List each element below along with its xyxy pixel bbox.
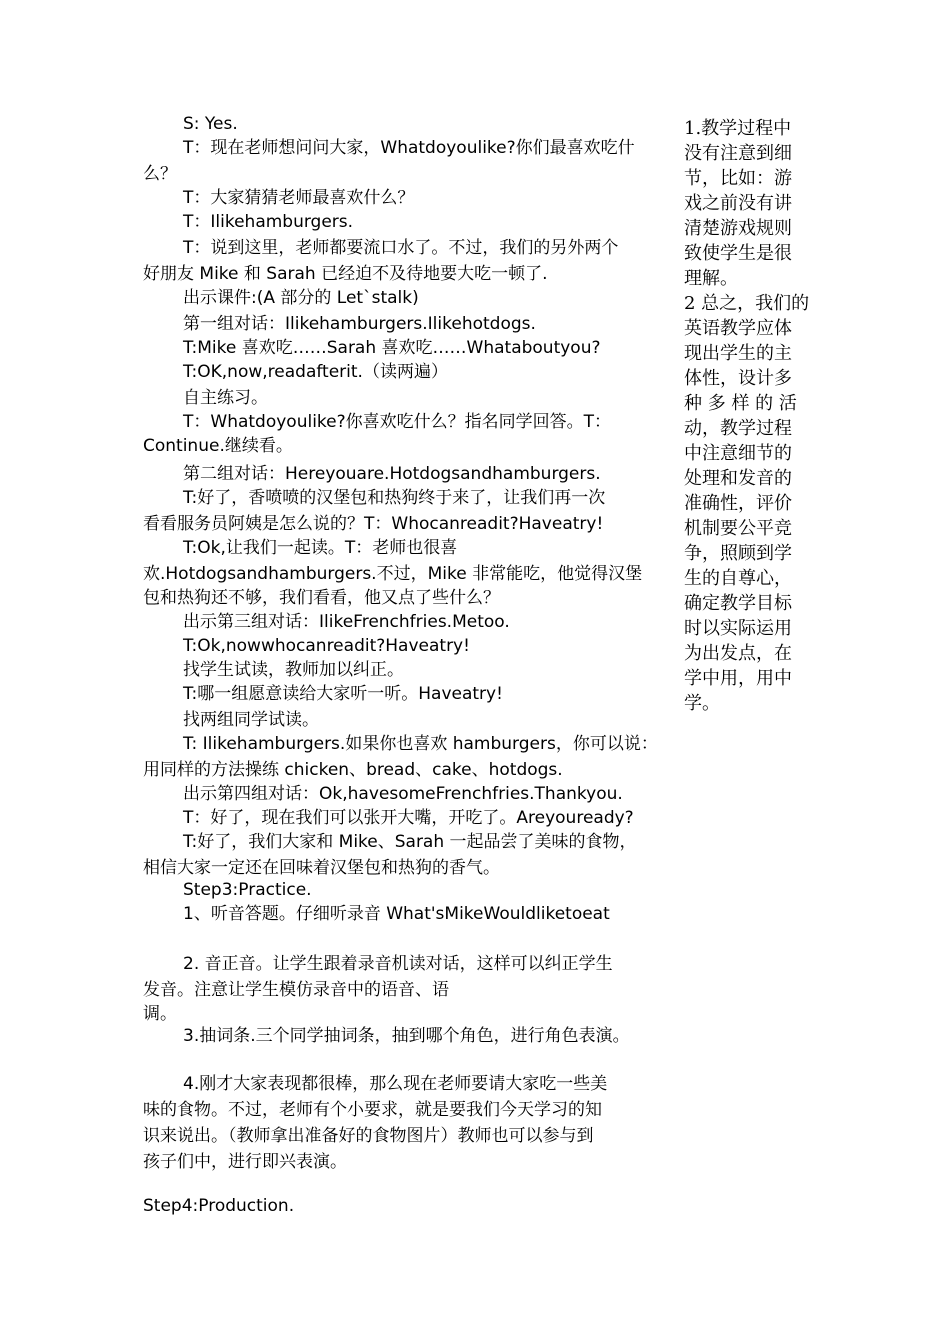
text-line: 第二组对话：Hereyouare.Hotdogsandhamburgers. [183, 464, 601, 484]
text-line: T：好了，现在我们可以张开大嘴，开吃了。Areyouready? [183, 808, 634, 828]
text-line: 包和热狗还不够，我们看看，他又点了些什么？ [143, 588, 500, 608]
note-line: 处理和发音的 [684, 468, 792, 489]
text-line: T:Ok,nowwhocanreadit?Haveatry! [183, 636, 470, 656]
text-line: 味的食物。不过，老师有个小要求，就是要我们今天学习的知 [143, 1100, 602, 1120]
text-line: 出示课件:(A 部分的 Let`stalk) [183, 288, 419, 308]
text-line: 么？ [143, 164, 177, 184]
note-line: 生的自尊心， [684, 568, 792, 589]
text-line: T：大家猜猜老师最喜欢什么？ [183, 188, 415, 208]
note-line: 清楚游戏规则 [684, 218, 792, 239]
step4-heading: Step4:Production. [143, 1196, 295, 1216]
text-line: 自主练习。 [183, 388, 268, 408]
note-line: 2 总之，我们的 [684, 293, 810, 314]
note-line: 动，教学过程 [684, 418, 792, 439]
text-line: T:Mike 喜欢吃……Sarah 喜欢吃……Whataboutyou? [183, 338, 601, 358]
text-line: T：Whatdoyoulike?你喜欢吃什么？指名同学回答。T： [183, 412, 612, 432]
text-line: T：Ilikehamburgers. [183, 212, 354, 232]
text-line: S: Yes. [183, 114, 238, 134]
text-line: 调。 [143, 1004, 177, 1024]
text-line: 2. 音正音。让学生跟着录音机读对话，这样可以纠正学生 [183, 954, 613, 974]
note-line: 戏之前没有讲 [684, 193, 792, 214]
text-line: 4.刚才大家表现都很棒，那么现在老师要请大家吃一些美 [183, 1074, 608, 1094]
step3-heading: Step3:Practice. [183, 880, 312, 900]
note-line: 理解。 [684, 268, 738, 289]
note-line: 学。 [684, 693, 720, 714]
text-line: T:好了，香喷喷的汉堡包和热狗终于来了，让我们再一次 [183, 488, 606, 508]
text-line: 找两组同学试读。 [183, 710, 319, 730]
note-line: 现出学生的主 [684, 343, 792, 364]
text-line: T：现在老师想问问大家，Whatdoyoulike?你们最喜欢吃什 [183, 138, 635, 158]
note-line: 争，照顾到学 [684, 543, 792, 564]
text-line: T:OK,now,readafterit.（读两遍） [183, 362, 448, 382]
note-line: 1.教学过程中 [684, 118, 792, 139]
text-line: T:好了，我们大家和 Mike、Sarah 一起品尝了美味的食物， [183, 832, 637, 852]
note-line: 确定教学目标 [684, 593, 792, 614]
text-line: 欢.Hotdogsandhamburgers.不过，Mike 非常能吃，他觉得汉堡 [143, 564, 643, 584]
text-line: 孩子们中，进行即兴表演。 [143, 1152, 347, 1172]
note-line: 机制要公平竞 [684, 518, 792, 539]
text-line: 发音。注意让学生模仿录音中的语音、语 [143, 980, 449, 1000]
note-line: 学中用，用中 [684, 668, 792, 689]
note-line: 时以实际运用 [684, 618, 792, 639]
note-line: 致使学生是很 [684, 243, 792, 264]
note-line: 准确性，评价 [684, 493, 792, 514]
text-line: 第一组对话：Ilikehamburgers.Ilikehotdogs. [183, 314, 536, 334]
note-line: 没有注意到细 [684, 143, 792, 164]
text-line: 出示第四组对话：Ok,havesomeFrenchfries.Thankyou. [183, 784, 623, 804]
text-line: 出示第三组对话：IlikeFrenchfries.Metoo. [183, 612, 510, 632]
note-line: 种 多 样 的 活 [684, 393, 797, 414]
text-line: T:Ok,让我们一起读。T：老师也很喜 [183, 538, 458, 558]
text-line: Continue.继续看。 [143, 436, 293, 456]
text-line: 看看服务员阿姨是怎么说的？T：Whocanreadit?Haveatry! [143, 514, 604, 534]
text-line: T:哪一组愿意读给大家听一听。Haveatry! [183, 684, 503, 704]
note-line: 为出发点，在 [684, 643, 792, 664]
text-line: 找学生试读，教师加以纠正。 [183, 660, 404, 680]
text-line: 识来说出。（教师拿出准备好的食物图片）教师也可以参与到 [143, 1126, 594, 1146]
note-line: 英语教学应体 [684, 318, 792, 339]
note-line: 节，比如：游 [684, 168, 792, 189]
note-line: 体性，设计多 [684, 368, 792, 389]
text-line: 好朋友 Mike 和 Sarah 已经迫不及待地要大吃一顿了. [143, 264, 548, 284]
text-line: 用同样的方法操练 chicken、bread、cake、hotdogs. [143, 760, 563, 780]
note-line: 中注意细节的 [684, 443, 792, 464]
text-line: 3.抽词条.三个同学抽词条，抽到哪个角色，进行角色表演。 [183, 1026, 630, 1046]
text-line: 1、听音答题。仔细听录音 What'sMikeWouldliketoeat [183, 904, 610, 924]
text-line: 相信大家一定还在回味着汉堡包和热狗的香气。 [143, 858, 500, 878]
text-line: T: Ilikehamburgers.如果你也喜欢 hamburgers，你可以说： [183, 734, 658, 754]
text-line: T：说到这里，老师都要流口水了。不过，我们的另外两个 [183, 238, 619, 258]
